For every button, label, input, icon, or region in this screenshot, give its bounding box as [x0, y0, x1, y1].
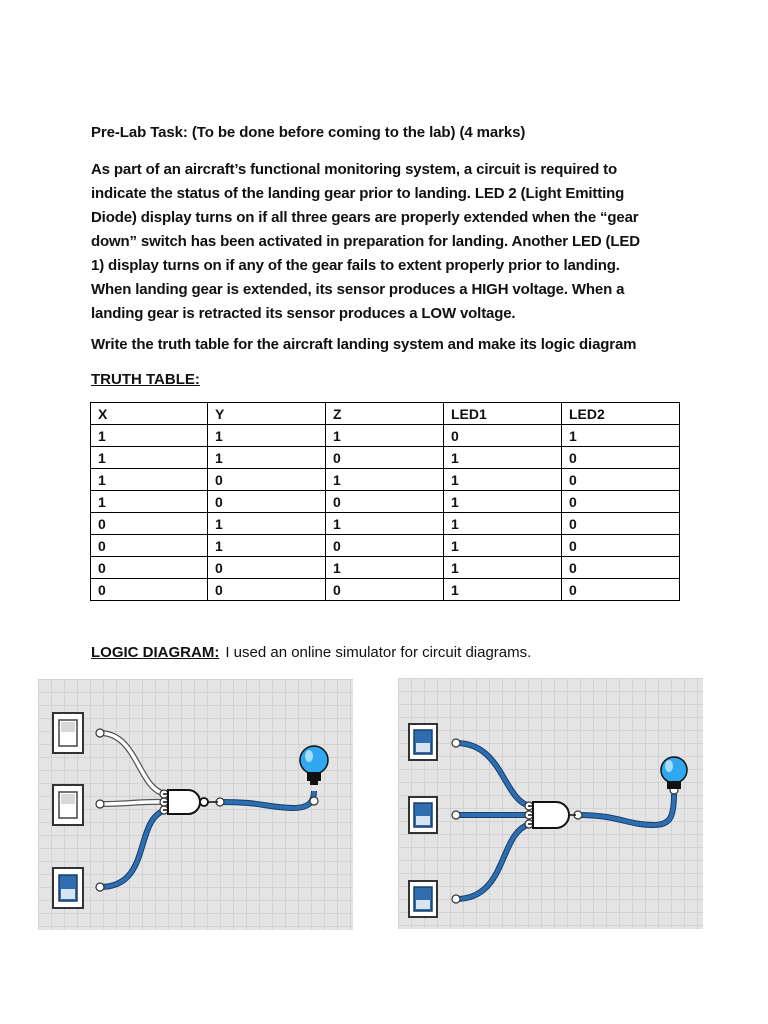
right-circuit-panel: [398, 678, 703, 929]
table-row: [91, 491, 680, 513]
table-cell: 0: [562, 513, 680, 535]
light-bulb-on-icon: [300, 746, 328, 785]
toggle-switch-off-icon[interactable]: [53, 785, 83, 825]
truth-table: [90, 402, 680, 601]
table-cell: 1: [91, 447, 208, 469]
paragraph-line: As part of an aircraft’s functional monitoring system, a circuit is required to: [91, 161, 618, 178]
paragraph-line: 1) display turns on if any of the gear fails to extent properly prior to landing.: [91, 257, 620, 274]
header-cell-y: Y: [208, 403, 326, 425]
wire-idle: [100, 733, 166, 794]
task-instruction: Write the truth table for the aircraft landing system and make its logic diagram: [91, 336, 637, 353]
header-cell-led2: LED2: [562, 403, 680, 425]
header-cell-x: X: [91, 403, 208, 425]
table-cell: 0: [562, 469, 680, 491]
table-cell: 0: [208, 469, 326, 491]
wire-active: [578, 794, 674, 825]
table-row: [91, 579, 680, 601]
and-gate-icon[interactable]: [528, 802, 576, 828]
table-row: [91, 557, 680, 579]
table-cell: 1: [208, 513, 326, 535]
table-cell: 1: [444, 579, 562, 601]
table-cell: 0: [326, 491, 444, 513]
table-cell: 0: [562, 491, 680, 513]
table-cell: 0: [208, 491, 326, 513]
table-cell: 0: [91, 579, 208, 601]
right-circuit-diagram: [398, 678, 703, 929]
table-cell: 1: [444, 557, 562, 579]
wire-active: [100, 810, 166, 887]
table-cell: 0: [444, 425, 562, 447]
table-cell: 0: [326, 447, 444, 469]
toggle-switch-on-icon[interactable]: [409, 881, 437, 917]
table-row: [91, 447, 680, 469]
wire-active: [100, 810, 166, 887]
table-cell: 1: [562, 425, 680, 447]
paragraph-line: Diode) display turns on if all three gears are properly extended when the “gear: [91, 209, 639, 226]
table-cell: 0: [562, 579, 680, 601]
left-circuit-panel: [38, 679, 353, 930]
table-cell: 0: [562, 535, 680, 557]
wire-active: [456, 743, 530, 806]
table-cell: 1: [91, 425, 208, 447]
table-cell: 1: [444, 513, 562, 535]
wire-active: [456, 824, 530, 899]
logic-diagram-description: I used an online simulator for circuit diagrams.: [225, 644, 532, 661]
truth-table-title: TRUTH TABLE:: [91, 371, 200, 388]
table-row: [91, 469, 680, 491]
table-cell: 1: [208, 425, 326, 447]
table-cell: 1: [444, 491, 562, 513]
nand-gate-icon[interactable]: [163, 790, 218, 814]
header-cell-led1: LED1: [444, 403, 562, 425]
paragraph-line: landing gear is retracted its sensor produces a LOW voltage.: [91, 305, 516, 322]
table-cell: 1: [326, 513, 444, 535]
logic-diagram-line: [91, 644, 531, 661]
toggle-switch-on-icon[interactable]: [409, 724, 437, 760]
toggle-switch-off-icon[interactable]: [53, 713, 83, 753]
table-cell: 1: [208, 535, 326, 557]
table-cell: 1: [208, 447, 326, 469]
table-cell: 0: [91, 535, 208, 557]
table-cell: 0: [326, 535, 444, 557]
table-cell: 1: [326, 469, 444, 491]
header-cell-z: Z: [326, 403, 444, 425]
table-cell: 0: [208, 557, 326, 579]
paragraph-line: down” switch has been activated in preparation for landing. Another LED (LED: [91, 233, 640, 250]
table-cell: 1: [326, 425, 444, 447]
logic-diagram-title: LOGIC DIAGRAM:: [91, 644, 220, 661]
table-header-row: [91, 403, 680, 425]
wire-idle: [100, 733, 166, 794]
table-row: [91, 425, 680, 447]
table-cell: 1: [326, 557, 444, 579]
toggle-switch-on-icon[interactable]: [53, 868, 83, 908]
left-circuit-diagram: [38, 679, 353, 930]
table-row: [91, 513, 680, 535]
table-cell: 1: [444, 469, 562, 491]
paragraph-line: indicate the status of the landing gear prior to landing. LED 2 (Light Emitting: [91, 185, 625, 202]
table-cell: 1: [444, 535, 562, 557]
light-bulb-on-icon: [661, 757, 687, 789]
table-cell: 0: [208, 579, 326, 601]
page-heading: Pre-Lab Task: (To be done before coming to the lab) (4 marks): [91, 124, 526, 141]
table-cell: 1: [91, 469, 208, 491]
table-cell: 0: [562, 557, 680, 579]
toggle-switch-on-icon[interactable]: [409, 797, 437, 833]
table-cell: 0: [562, 447, 680, 469]
paragraph-line: When landing gear is extended, its sensor produces a HIGH voltage. When a: [91, 281, 625, 298]
table-cell: 0: [91, 557, 208, 579]
wire-active: [456, 824, 530, 899]
table-cell: 1: [91, 491, 208, 513]
table-cell: 1: [444, 447, 562, 469]
table-cell: 0: [326, 579, 444, 601]
table-row: [91, 535, 680, 557]
problem-statement: [91, 158, 681, 326]
table-cell: 0: [91, 513, 208, 535]
